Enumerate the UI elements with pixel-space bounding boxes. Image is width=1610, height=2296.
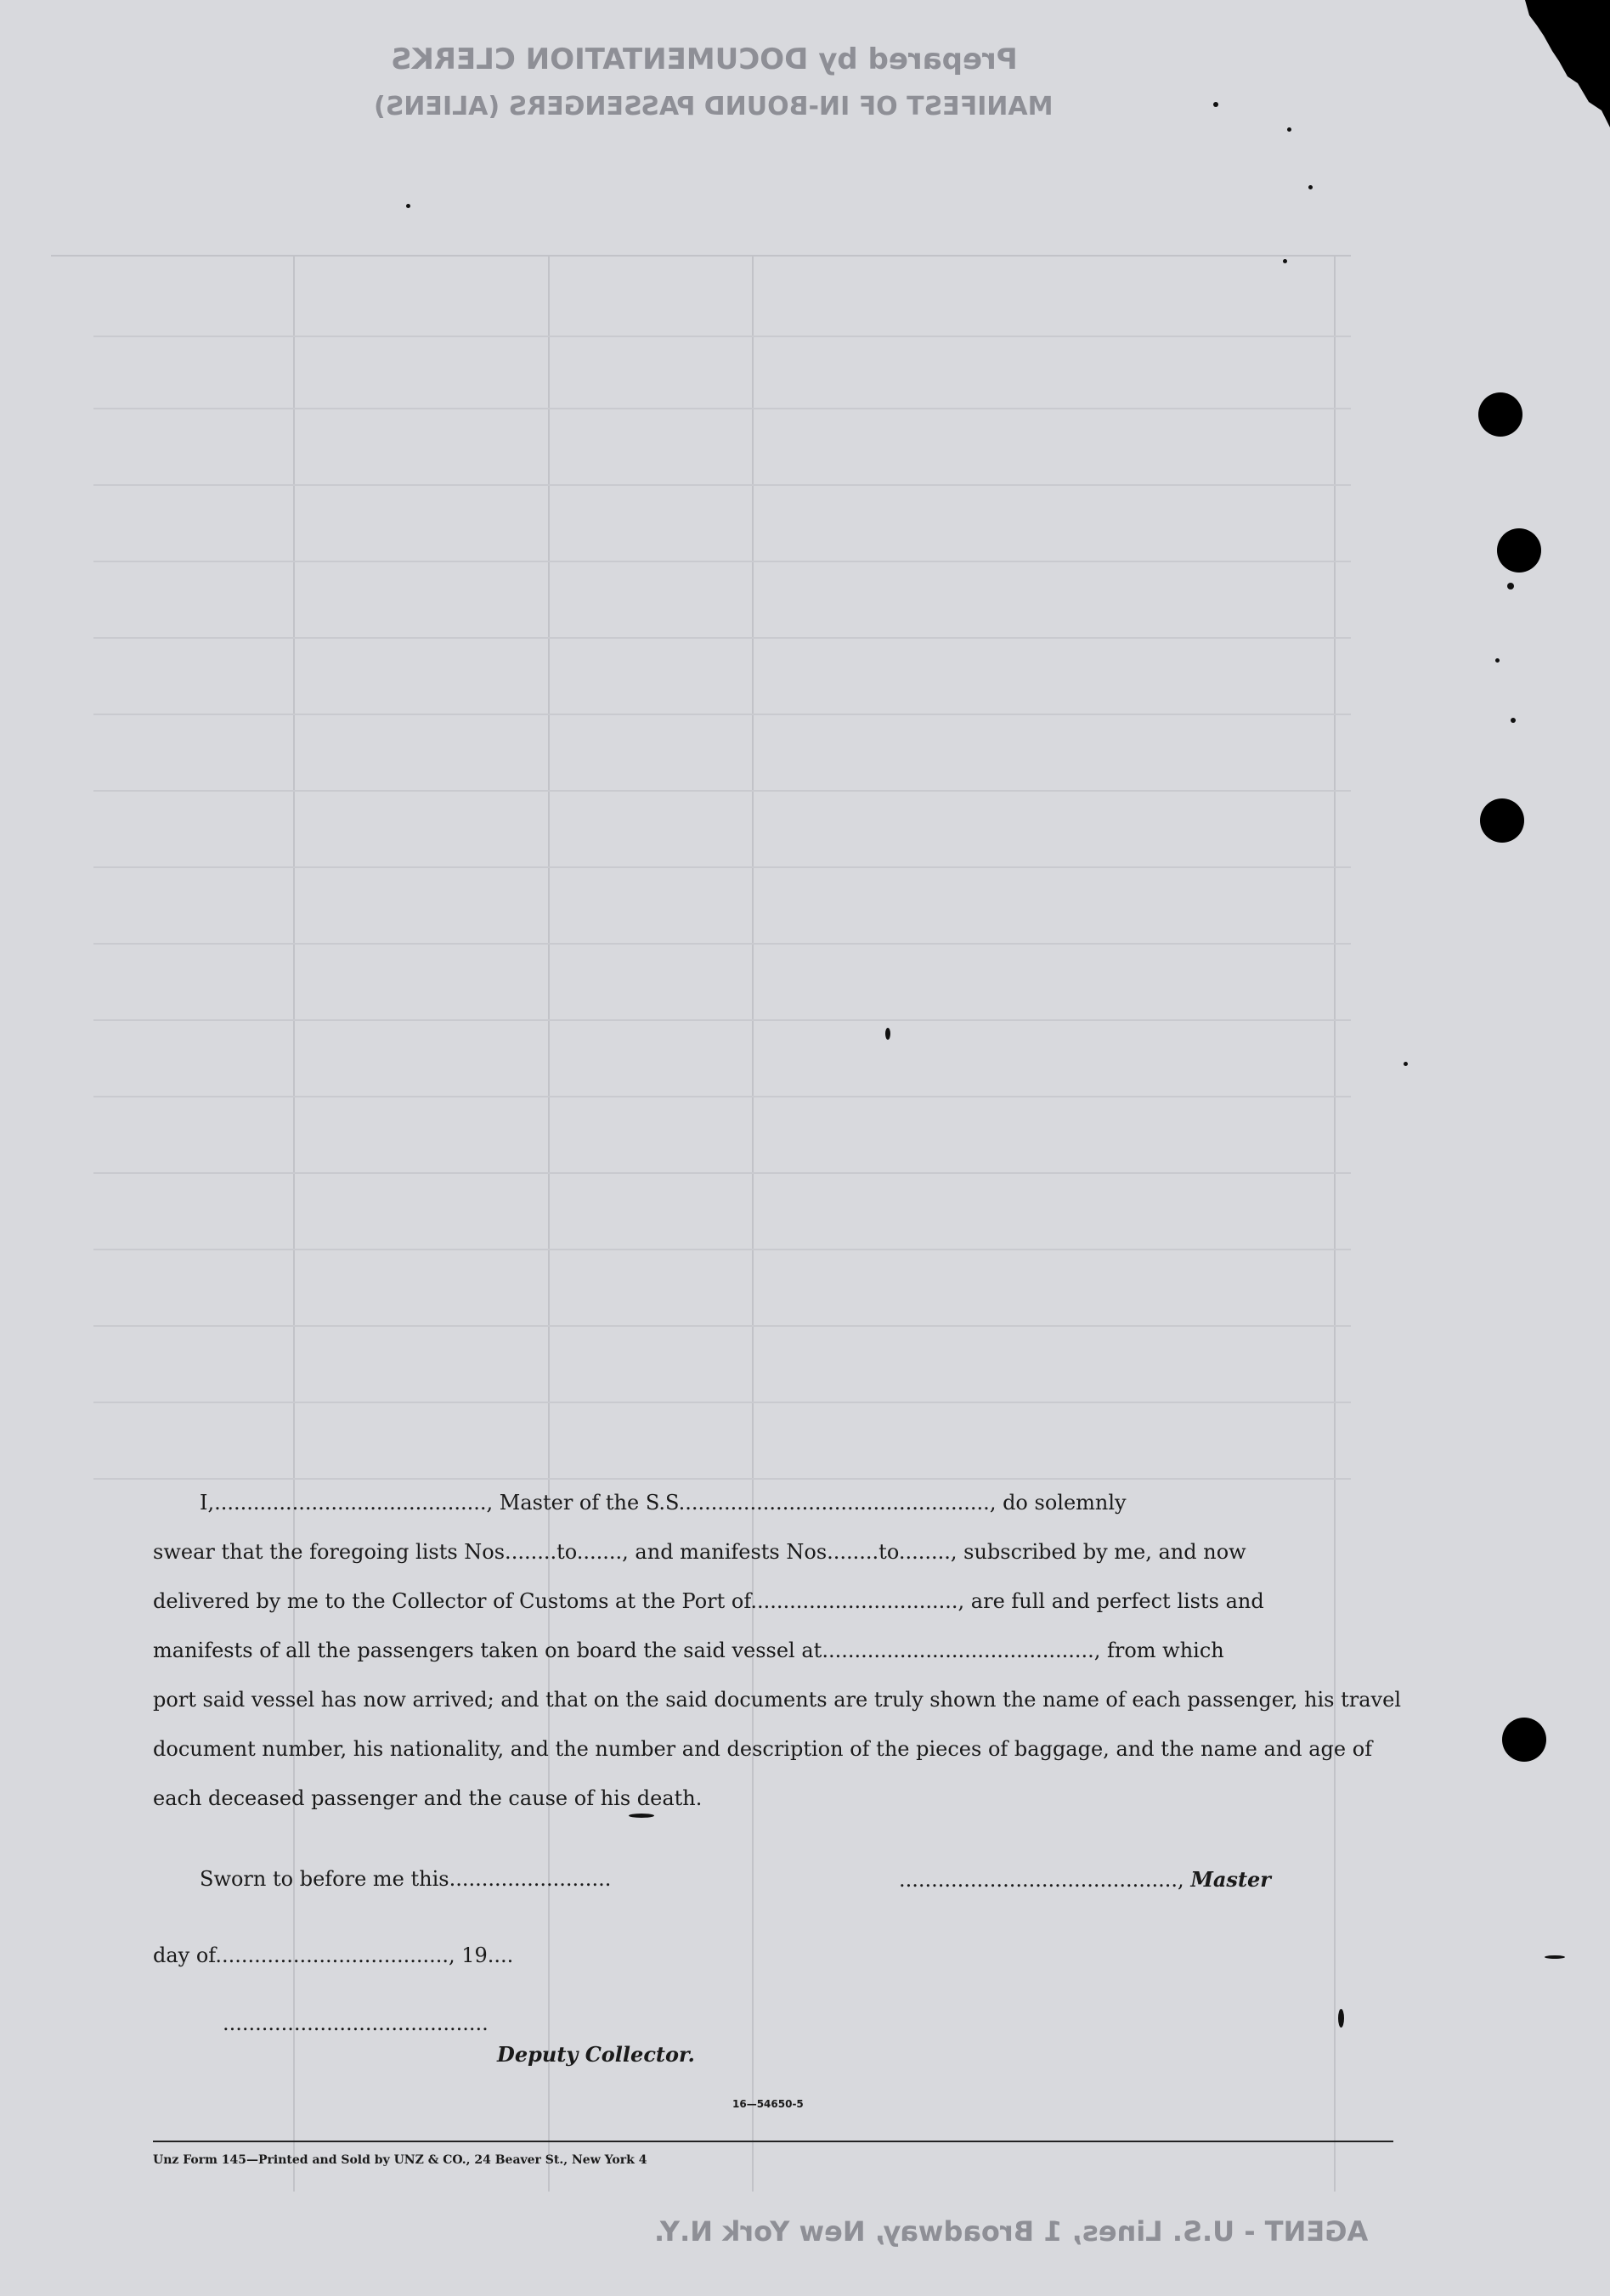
ghost-row-line <box>93 484 1351 486</box>
punch-hole <box>1478 392 1522 437</box>
ghost-row-line <box>93 1325 1351 1327</box>
collector-signature-dots: ......................................... <box>223 2011 489 2035</box>
speck <box>1545 1955 1565 1959</box>
ghost-column-line <box>548 255 550 2192</box>
oath-line-2: swear that the foregoing lists Nos........to......., and manifests Nos........to........, subscribed by me, and now <box>153 1540 1246 1564</box>
ghost-row-line <box>93 790 1351 792</box>
speck <box>406 204 410 208</box>
ghost-row-line <box>93 943 1351 945</box>
footer-rule <box>153 2141 1393 2142</box>
master-signature-dots: ..........................................., <box>899 1868 1184 1892</box>
punch-hole <box>1480 798 1524 843</box>
ghost-row-line <box>93 1172 1351 1174</box>
sworn-before-line: Sworn to before me this......................... <box>200 1867 612 1891</box>
punch-hole <box>1497 528 1541 573</box>
speck <box>1511 718 1516 723</box>
ghost-column-line <box>752 255 754 2192</box>
master-label: Master <box>1190 1867 1271 1892</box>
ghost-footer-line: AGENT - U.S. Lines, 1 Broadway, New York N.Y. <box>654 2215 1369 2248</box>
speck <box>1507 583 1514 590</box>
oath-line-6: document number, his nationality, and the number and description of the pieces of baggage, and the name and age of <box>153 1737 1373 1761</box>
speck <box>1495 658 1500 663</box>
ghost-row-line <box>93 408 1351 409</box>
speck <box>1287 127 1291 132</box>
oath-line-4: manifests of all the passengers taken on board the said vessel at.........................................., from which <box>153 1639 1224 1662</box>
speck <box>1338 2009 1344 2028</box>
ghost-column-line <box>293 255 295 2192</box>
master-oath-declaration <box>153 1478 1401 1823</box>
speck <box>1308 185 1313 189</box>
ghost-row-line <box>93 1096 1351 1097</box>
oath-line-1: I,.........................................., Master of the S.S................................................, do solemnly <box>200 1491 1127 1515</box>
speck <box>1404 1062 1408 1066</box>
ghost-column-line <box>1334 255 1336 2192</box>
printer-imprint: Unz Form 145—Printed and Sold by UNZ & CO., 24 Beaver St., New York 4 <box>153 2153 647 2167</box>
master-signature-line <box>899 1867 1271 1892</box>
oath-line-3: delivered by me to the Collector of Customs at the Port of................................, are full and perfect lists and <box>153 1589 1264 1613</box>
form-number: 16—54650-5 <box>732 2098 804 2110</box>
punch-hole <box>1502 1718 1546 1762</box>
ghost-row-line <box>93 714 1351 715</box>
ghost-row-line <box>93 866 1351 868</box>
torn-corner <box>1355 0 1610 127</box>
ghost-header-line2: MANIFEST OF IN-BOUND PASSENGERS (ALIENS) <box>374 92 1054 121</box>
ghost-row-line <box>93 1402 1351 1403</box>
ghost-row-line <box>93 561 1351 562</box>
ghost-row-line <box>93 1249 1351 1250</box>
ghost-row-line <box>93 336 1351 337</box>
speck <box>1283 259 1287 263</box>
ghost-header-rule <box>51 255 1351 257</box>
ghost-header-line1: Prepared by DOCUMENTATION CLERKS <box>391 42 1018 76</box>
ghost-row-line <box>93 637 1351 639</box>
oath-line-7: each deceased passenger and the cause of his death. <box>153 1786 703 1810</box>
day-of-line: day of...................................., 19.... <box>153 1943 514 1967</box>
deputy-collector-label: Deputy Collector. <box>497 2042 695 2067</box>
ghost-row-line <box>93 1019 1351 1021</box>
oath-line-5: port said vessel has now arrived; and that on the said documents are truly shown the name of each passenger, his travel <box>153 1688 1401 1712</box>
speck <box>885 1028 890 1040</box>
speck <box>1213 102 1218 107</box>
